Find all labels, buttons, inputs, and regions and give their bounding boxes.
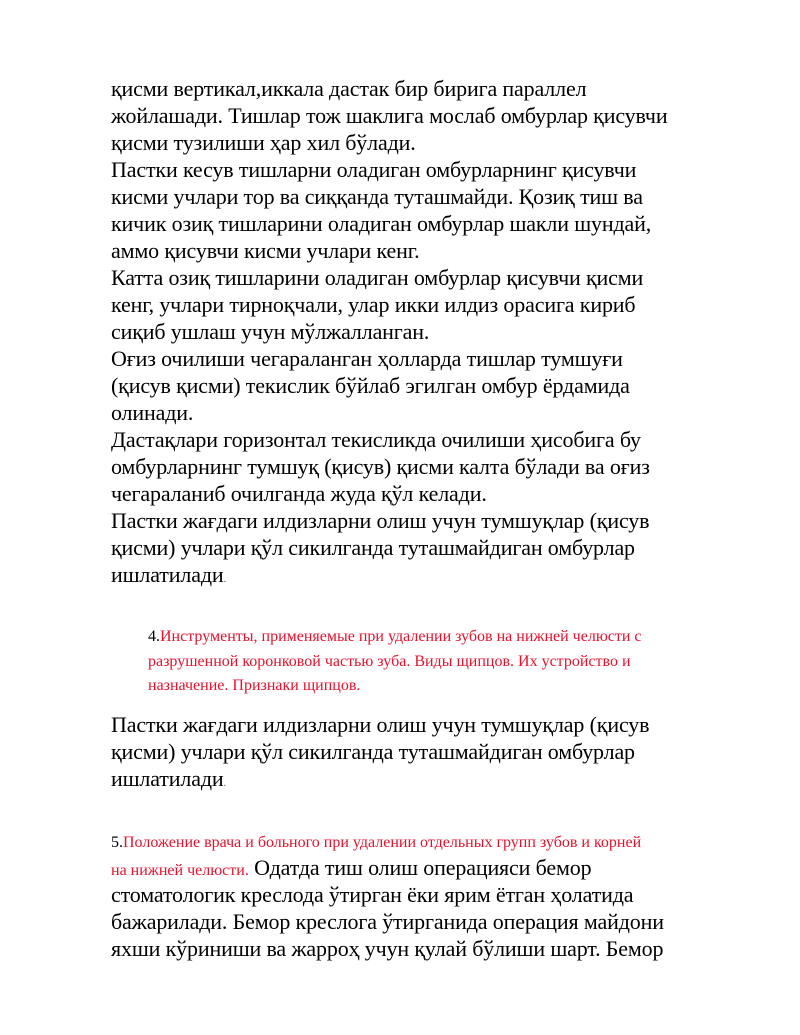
section-4-heading [148,625,642,699]
text-line: кенг, учлари тирноқчали, улар икки илдиз орасига кириб [111,292,636,317]
text-line: Пастки жағдаги илдизларни олиш учун тумшуқлар (қисув [111,508,650,533]
text-line: яхши кўриниши ва жарроҳ учун қулай бўлиши шарт. Бемор [111,936,664,961]
text-line: омбурларнинг тумшуқ (қисув) қисми калта бўлади ва оғиз [111,454,650,479]
text-line: қисми) учлари қўл сикилганда туташмайдиган омбурлар [111,535,635,560]
text-line: Катта озиқ тишларини оладиган омбурлар қисувчи қисми [111,265,644,290]
text-line: бажарилади. Бемор креслога ўтирганида операция майдони [111,909,664,934]
text-line: стоматологик креслода ўтирган ёки ярим ётган ҳолатида [111,882,634,907]
end-dot: . [223,573,227,585]
heading-line: разрушенной коронковой частью зуба. Виды щипцов. Их устройство и [148,652,631,670]
text-line: (қисув қисми) текислик бўйлаб эгилган омбур ёрдамида [111,373,630,398]
section-5 [111,830,664,962]
end-dot: . [223,777,227,789]
heading-line [148,625,642,650]
section-5-heading-line [111,830,664,854]
text-line: Пастки жағдаги илдизларни олиш учун тумшуқлар (қисув [111,712,650,737]
heading-line: назначение. Признаки щипцов. [148,677,361,694]
text-line: кисми учлари тор ва сиққанда туташмайди. Қозиқ тиш ва [111,184,643,209]
text-line: Дастақлари горизонтал текисликда очилиши ҳисобига бу [111,427,641,452]
text-line: қисми тузилиши ҳар хил бўлади. [111,130,416,155]
section-number: 5. [111,834,123,851]
heading-text: на нижней челюсти. [111,862,249,879]
text-line: олинади. [111,400,194,425]
text-line: жойлашади. Тишлар тож шаклига мослаб омбурлар қисувчи [111,103,668,128]
text-line-content: ишлатилади [111,562,224,587]
text-line [111,765,751,792]
text-line [111,561,751,588]
text-line: чегараланиб очилганда жуда қўл келади. [111,481,487,506]
paragraph-block-2 [111,711,751,792]
body-text: Одатда тиш олиш операцияси бемор [248,855,592,880]
text-line: қисми) учлари қўл сикилганда туташмайдиган омбурлар [111,739,635,764]
text-line: Пастки кесув тишларни оладиган омбурларнинг қисувчи [111,157,637,182]
text-line-content: ишлатилади [111,766,224,791]
text-line: кичик озиқ тишларини оладиган омбурлар шакли шундай, [111,211,652,236]
section-5-mixed-line [111,854,664,881]
heading-text: Инструменты, применяемые при удалении зубов на нижней челюсти с [160,628,642,645]
text-line: қисми вертикал,иккала дастак бир бирига параллел [111,76,587,101]
paragraph-block-1 [111,75,751,588]
section-number: 4. [148,628,160,645]
text-line: Оғиз очилиши чегараланган ҳолларда тишлар тумшуғи [111,346,623,371]
heading-text: Положение врача и больного при удалении отдельных групп зубов и корней [123,834,642,851]
text-line: сиқиб ушлаш учун мўлжалланган. [111,319,430,344]
text-line: аммо қисувчи кисми учлари кенг. [111,238,420,263]
